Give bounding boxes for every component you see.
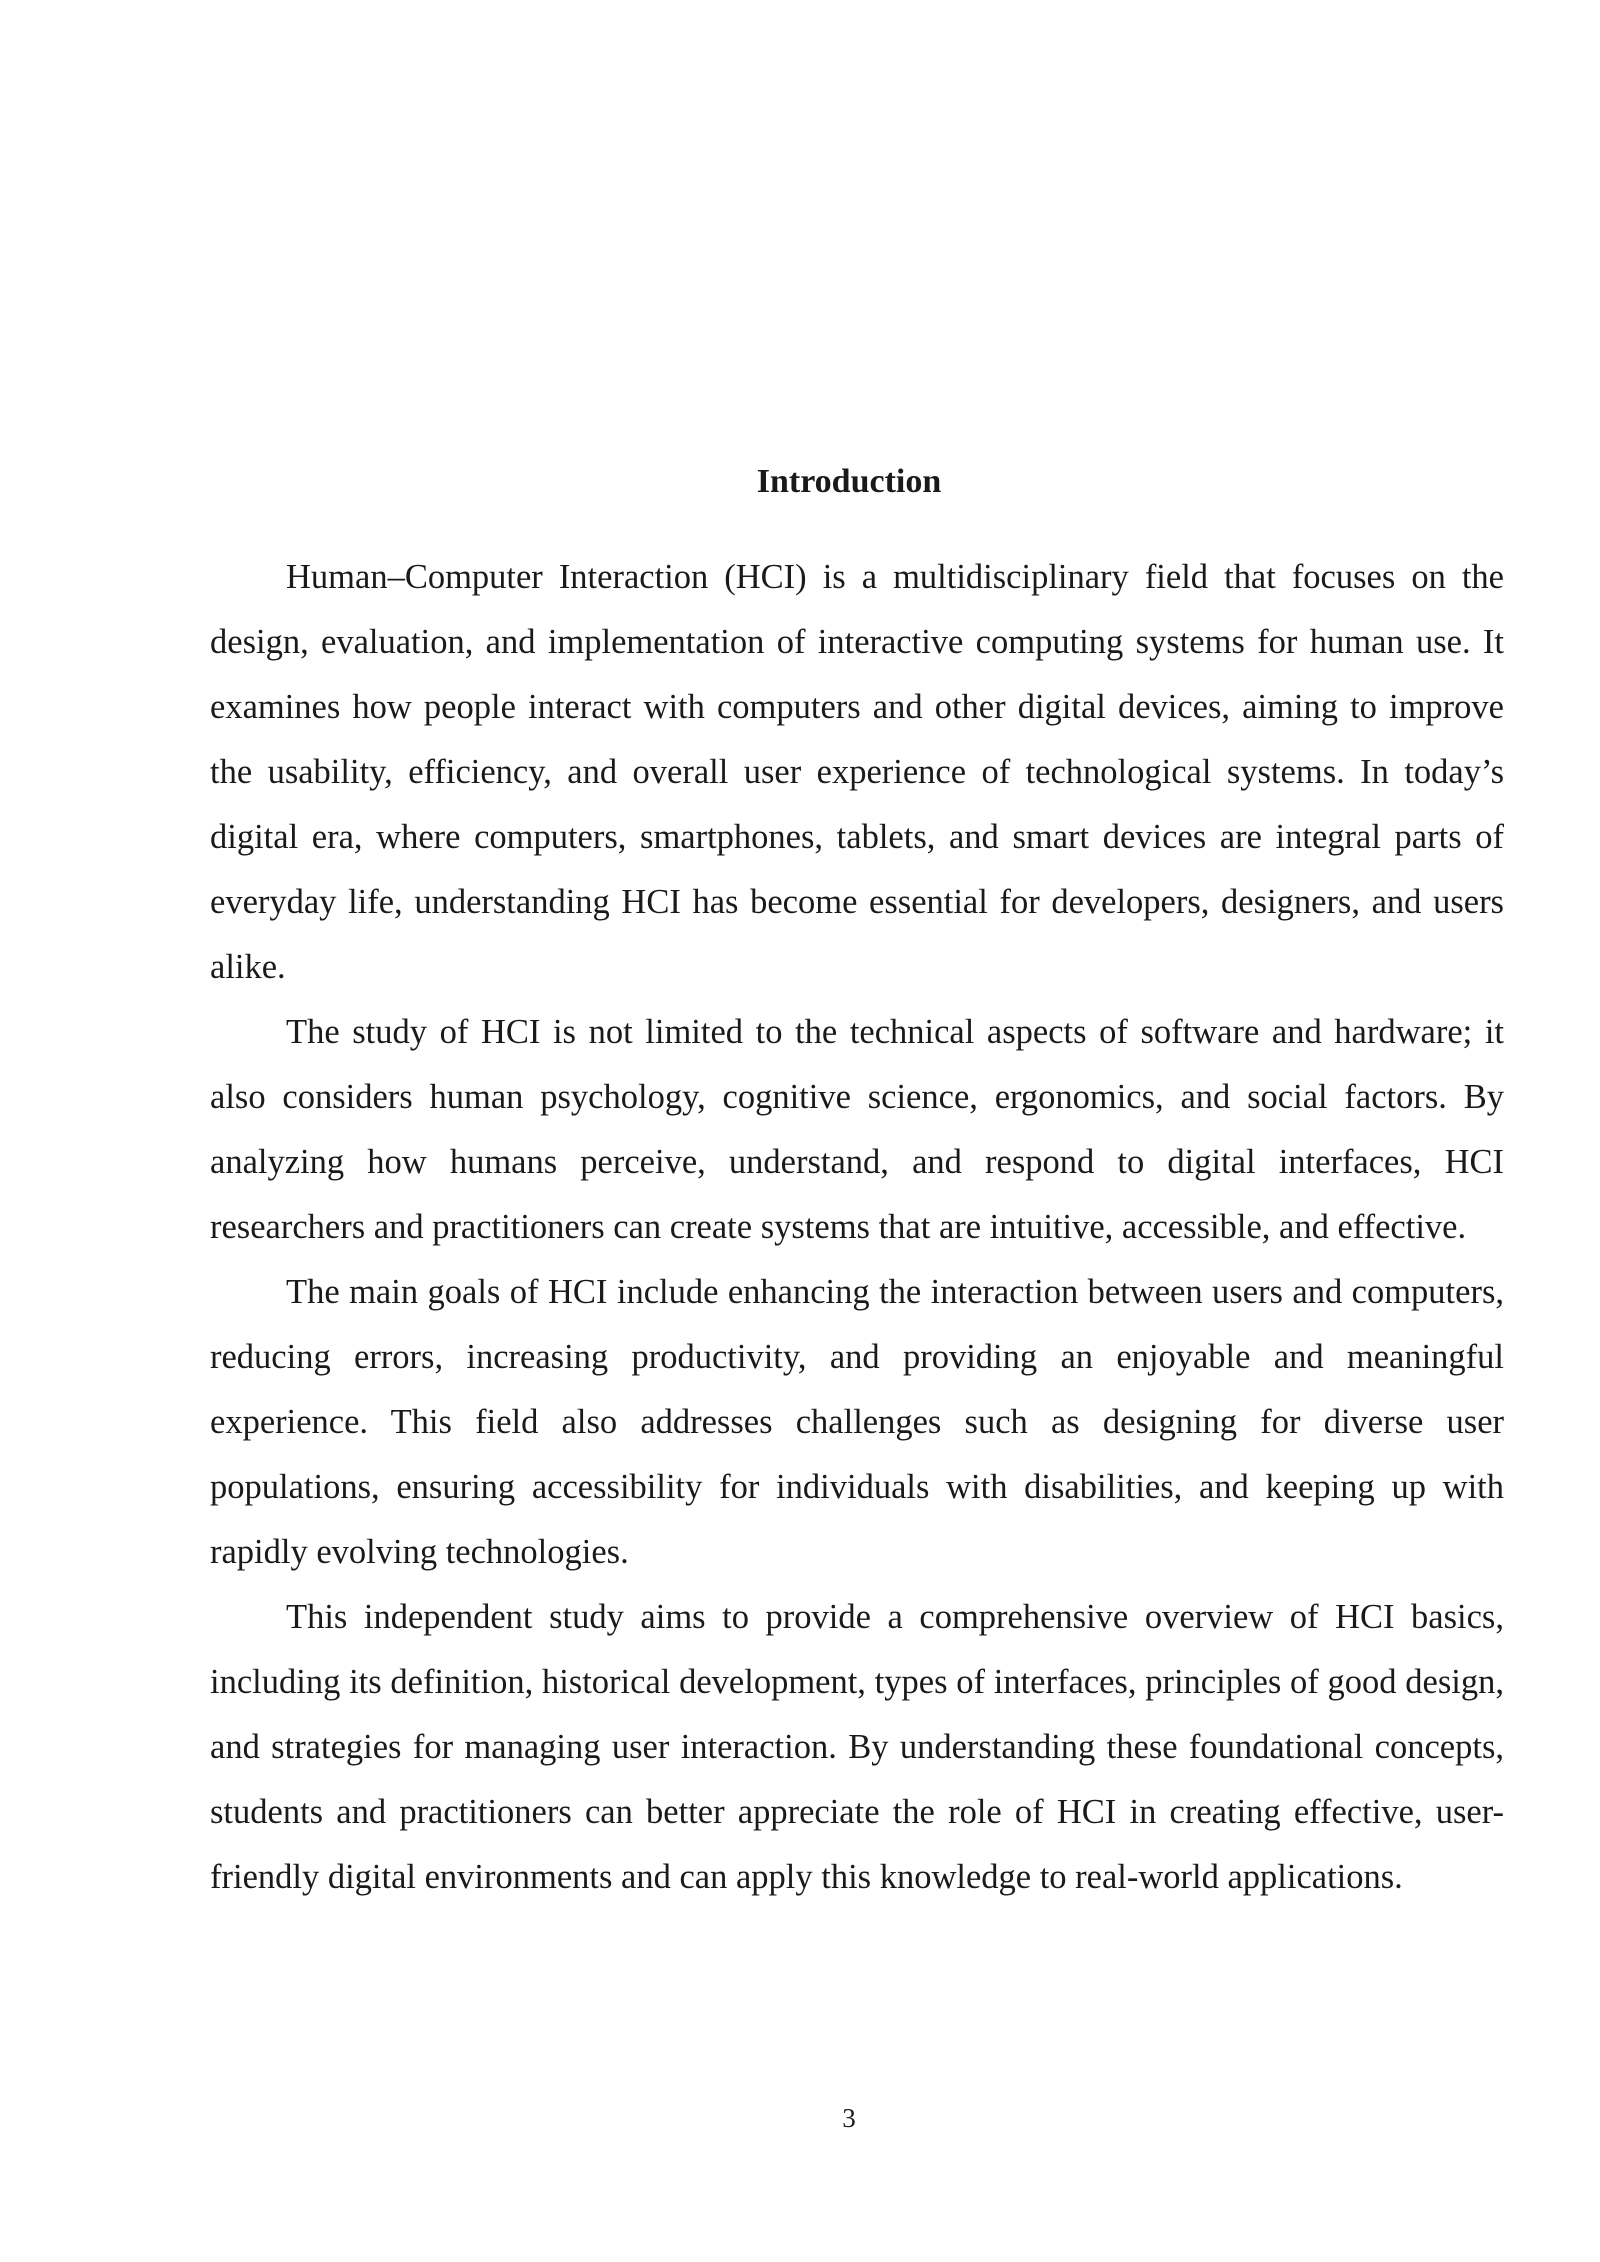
paragraph-1: Human–Computer Interaction (HCI) is a multidisciplinary field that focuses on the design, evaluation, and implementation of interactive computing systems for human use. It examines how people interact with computers and other digital devices, aiming to improve the usability, efficiency, and overall user experience of technological systems. In today’s digital era, where computers, smartphones, tablets, and smart devices are integral parts of everyday life, understanding HCI has become essential for developers, designers, and users alike. (210, 558, 1504, 986)
page-title: Introduction (756, 463, 942, 500)
page-number: 3 (842, 2103, 856, 2133)
paragraph-4: This independent study aims to provide a comprehensive overview of HCI basics, including its definition, historical development, types of interfaces, principles of good design, and strategies for managing user interaction. By understanding these foundational concepts, students and practitioners can better appreciate the role of HCI in creating effective, user-friendly digital environments and can apply this knowledge to real-world applications. (210, 1598, 1504, 1896)
body-text (210, 545, 1504, 1910)
paragraph-3: The main goals of HCI include enhancing the interaction between users and computers, reducing errors, increasing productivity, and providing an enjoyable and meaningful experience. This field also addresses challenges such as designing for diverse user populations, ensuring accessibility for individuals with disabilities, and keeping up with rapidly evolving technologies. (210, 1273, 1504, 1571)
paragraph-2: The study of HCI is not limited to the technical aspects of software and hardware; it also considers human psychology, cognitive science, ergonomics, and social factors. By analyzing how humans perceive, understand, and respond to digital interfaces, HCI researchers and practitioners can create systems that are intuitive, accessible, and effective. (210, 1013, 1504, 1246)
